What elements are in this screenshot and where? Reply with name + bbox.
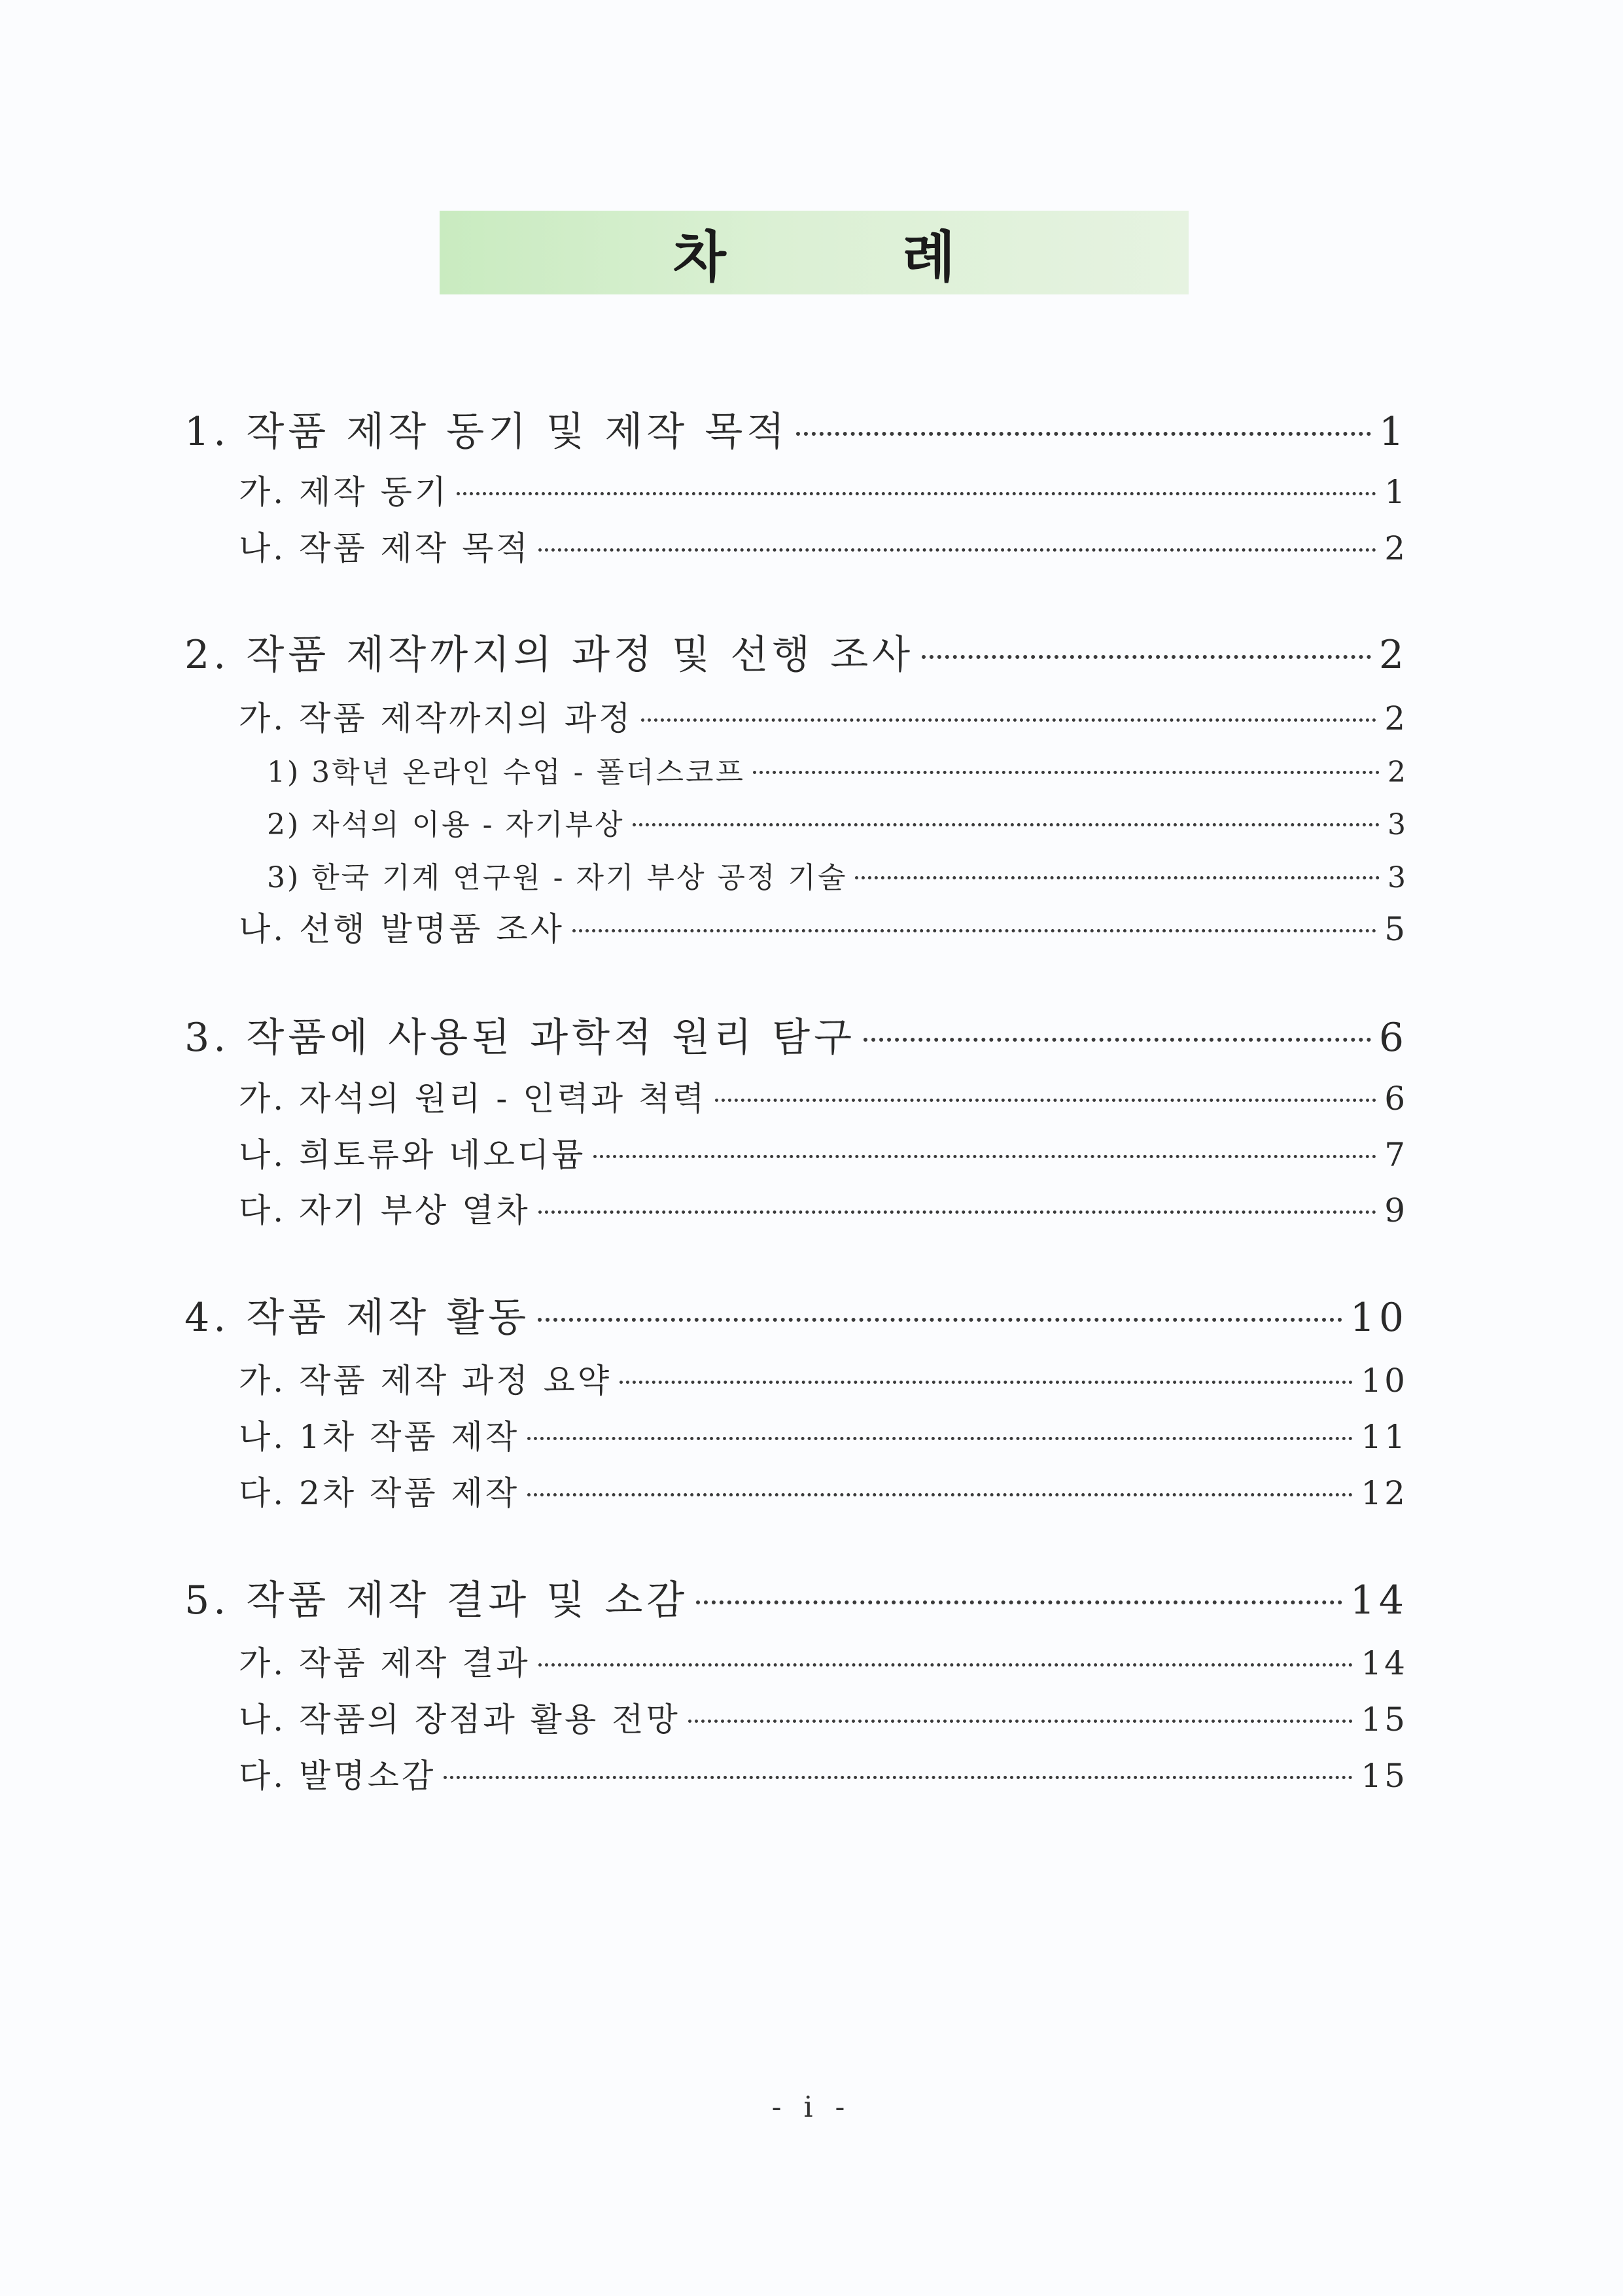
- toc-subsection-3-3[interactable]: [239, 1184, 1408, 1231]
- toc-entry-label: 나. 선행 발명품 조사: [239, 910, 565, 948]
- dot-leader: [796, 432, 1371, 436]
- toc-title: 차 례: [672, 224, 1034, 289]
- dot-leader: [527, 1437, 1353, 1440]
- toc-page-number: 11: [1361, 1418, 1408, 1456]
- toc-subsubsection-2-1-1[interactable]: [267, 749, 1408, 790]
- dot-leader: [457, 492, 1376, 495]
- dot-leader: [620, 1381, 1353, 1384]
- toc-entry-label: 나. 작품 제작 목적: [239, 529, 531, 567]
- toc-entry-label: 가. 제작 동기: [239, 473, 449, 511]
- dot-leader: [527, 1493, 1353, 1496]
- dot-leader: [864, 1038, 1371, 1042]
- toc-page-number: 2: [1378, 632, 1408, 678]
- toc-page-number: 12: [1361, 1474, 1408, 1512]
- toc-subsection-5-2[interactable]: [239, 1693, 1408, 1740]
- toc-entry-label: 3) 한국 기계 연구원 - 자기 부상 공정 기술: [267, 861, 848, 894]
- toc-subsection-2-1[interactable]: [239, 692, 1408, 739]
- dot-leader: [641, 718, 1377, 722]
- toc-subsection-1-1[interactable]: [239, 466, 1408, 513]
- toc-subsection-4-1[interactable]: [239, 1354, 1408, 1402]
- dot-leader: [855, 876, 1380, 879]
- toc-page-number: 3: [1387, 861, 1408, 894]
- dot-leader: [538, 548, 1377, 552]
- toc-subsection-5-1[interactable]: [239, 1637, 1408, 1684]
- toc-subsubsection-2-1-2[interactable]: [267, 801, 1408, 843]
- toc-entry-label: 나. 희토류와 네오디뮴: [239, 1136, 586, 1174]
- toc-entry-label: 다. 발명소감: [239, 1757, 436, 1795]
- toc-entry-label: 5. 작품 제작 결과 및 소감: [184, 1578, 689, 1623]
- toc-subsection-1-2[interactable]: [239, 522, 1408, 569]
- toc-entry-label: 가. 작품 제작 과정 요약: [239, 1362, 612, 1400]
- toc-page-number: 2: [1387, 756, 1408, 789]
- dot-leader: [444, 1776, 1353, 1779]
- toc-page-number: 10: [1361, 1362, 1408, 1400]
- toc-page-number: 2: [1384, 529, 1408, 567]
- toc-page-number: 1: [1378, 409, 1408, 455]
- toc-subsection-3-1[interactable]: [239, 1072, 1408, 1120]
- dot-leader: [538, 1210, 1377, 1214]
- toc-entry-label: 나. 작품의 장점과 활용 전망: [239, 1701, 680, 1739]
- toc-section-2[interactable]: [184, 624, 1408, 680]
- toc-entry-label: 3. 작품에 사용된 과학적 원리 탐구: [184, 1015, 856, 1061]
- toc-subsection-4-3[interactable]: [239, 1467, 1408, 1514]
- toc-section-1[interactable]: [184, 400, 1408, 457]
- dot-leader: [538, 1663, 1353, 1667]
- toc-page-number: 9: [1384, 1192, 1408, 1229]
- toc-page-number: 5: [1384, 910, 1408, 948]
- toc-entry-label: 1) 3학년 온라인 수업 - 폴더스코프: [267, 756, 745, 789]
- toc-page-number: 6: [1378, 1015, 1408, 1061]
- dot-leader: [715, 1099, 1377, 1102]
- dot-leader: [538, 1318, 1342, 1322]
- toc-page-number: 10: [1350, 1295, 1408, 1341]
- toc-section-4[interactable]: [184, 1286, 1408, 1343]
- toc-subsection-4-2[interactable]: [239, 1411, 1408, 1458]
- page-footer-number: - i -: [771, 2091, 852, 2124]
- toc-page-number: 2: [1384, 699, 1408, 737]
- toc-page-number: 14: [1350, 1578, 1408, 1623]
- toc-section-5[interactable]: [184, 1569, 1408, 1625]
- toc-page-number: 6: [1384, 1080, 1408, 1118]
- toc-entry-label: 가. 자석의 원리 - 인력과 척력: [239, 1080, 707, 1118]
- toc-entry-label: 2) 자석의 이용 - 자기부상: [267, 808, 625, 841]
- toc-page-number: 15: [1361, 1757, 1408, 1795]
- dot-leader: [593, 1155, 1376, 1158]
- dot-leader: [633, 823, 1380, 826]
- toc-page-number: 14: [1361, 1644, 1408, 1682]
- toc-subsection-2-2[interactable]: [239, 903, 1408, 950]
- toc-entry-label: 나. 1차 작품 제작: [239, 1418, 520, 1456]
- toc-entry-label: 가. 작품 제작까지의 과정: [239, 699, 633, 737]
- toc-page-number: 1: [1384, 473, 1408, 511]
- toc-entry-label: 가. 작품 제작 결과: [239, 1644, 531, 1682]
- toc-subsubsection-2-1-3[interactable]: [267, 854, 1408, 896]
- toc-page-number: 7: [1384, 1136, 1408, 1174]
- toc-entry-label: 4. 작품 제작 활동: [184, 1295, 531, 1341]
- dot-leader: [753, 771, 1380, 774]
- toc-subsection-5-3[interactable]: [239, 1750, 1408, 1797]
- toc-entry-label: 2. 작품 제작까지의 과정 및 선행 조사: [184, 632, 915, 678]
- toc-section-3[interactable]: [184, 1006, 1408, 1063]
- dot-leader: [922, 655, 1371, 659]
- dot-leader: [696, 1600, 1342, 1604]
- toc-subsection-3-2[interactable]: [239, 1129, 1408, 1176]
- dot-leader: [572, 929, 1376, 932]
- dot-leader: [688, 1720, 1353, 1723]
- toc-page-number: 15: [1361, 1701, 1408, 1739]
- toc-entry-label: 다. 2차 작품 제작: [239, 1474, 520, 1512]
- toc-title-banner: [440, 211, 1189, 294]
- toc-entry-label: 다. 자기 부상 열차: [239, 1192, 531, 1229]
- toc-entry-label: 1. 작품 제작 동기 및 제작 목적: [184, 409, 789, 455]
- toc-page-number: 3: [1387, 808, 1408, 841]
